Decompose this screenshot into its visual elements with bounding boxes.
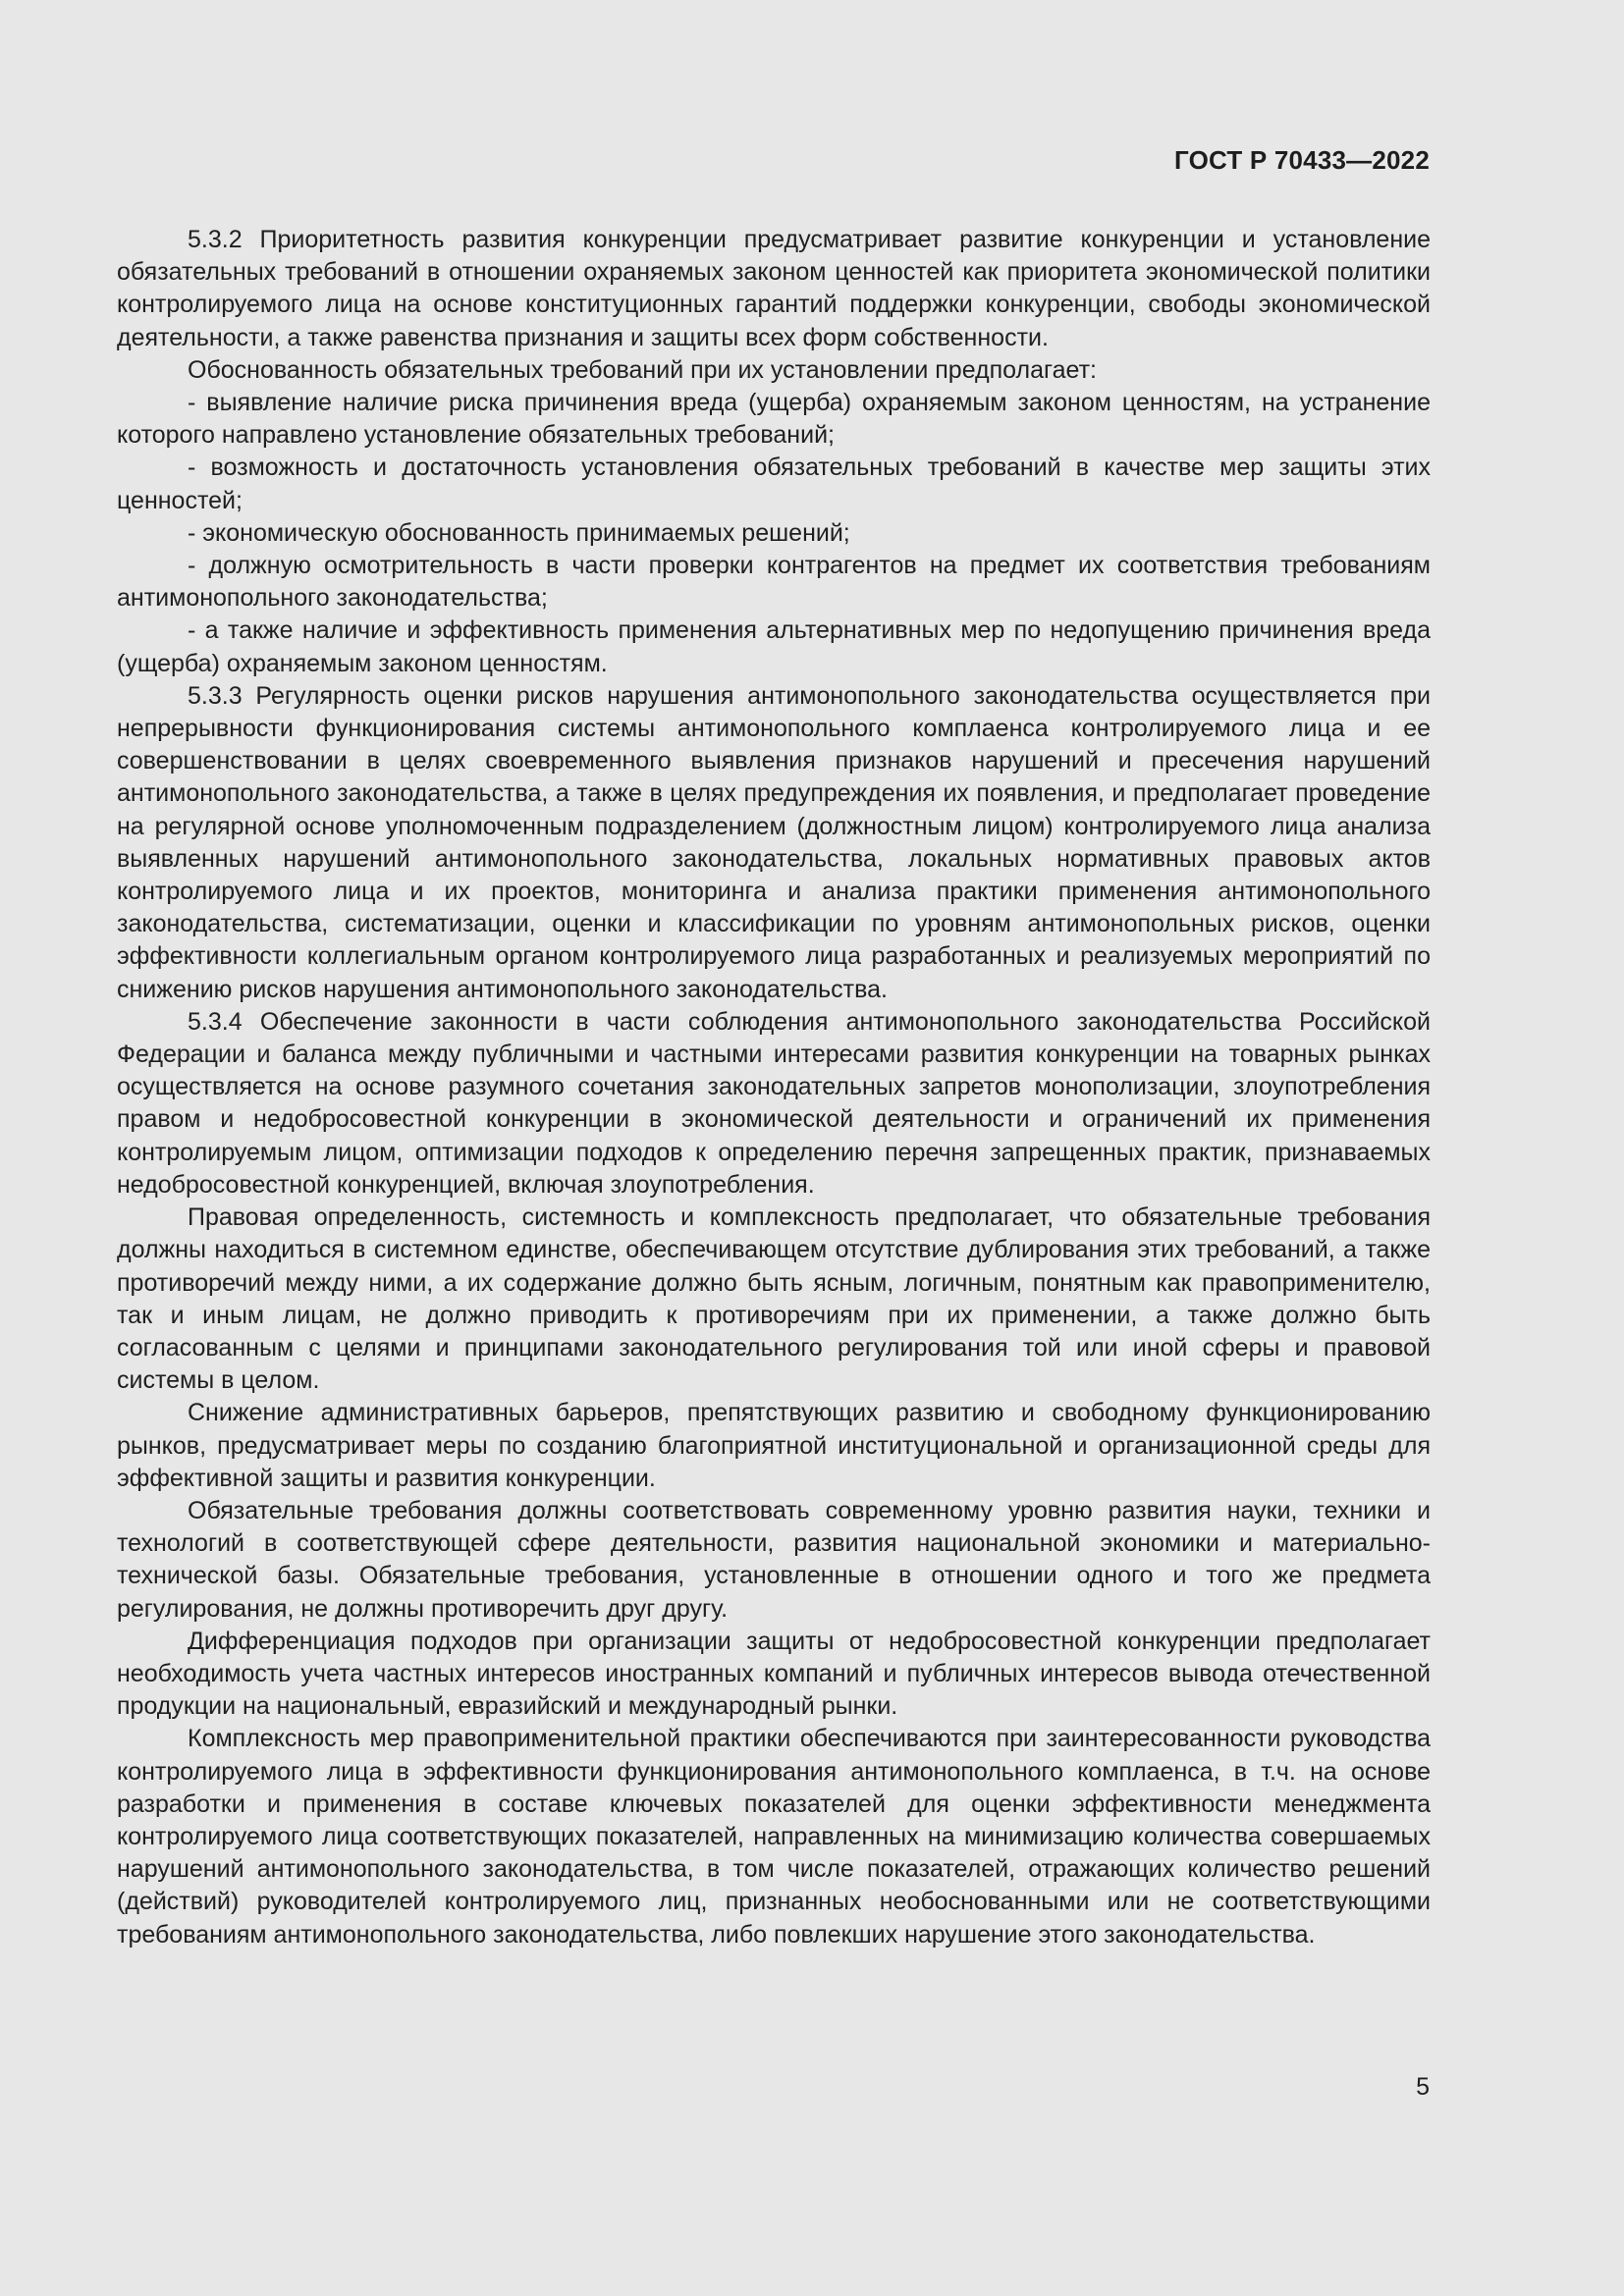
standard-code-header: ГОСТ Р 70433—2022 <box>1174 145 1430 175</box>
list-item-diligence: - должную осмотрительность в части проверки контрагентов на предмет их соответствия требованиям антимонопольного законодательства; <box>117 552 1431 613</box>
list-item-alternatives: - а также наличие и эффективность применения альтернативных мер по недопущению причинения вреда (ущерба) охраняемым законом ценностям. <box>117 616 1431 677</box>
paragraph-complexity: Комплексность мер правоприменительной практики обеспечиваются при заинтересованности руководства контролируемого лица в эффективности функционирования антимонопольного комплаенса, в т.ч. на основе разработки и применения в составе ключевых показателей для оценки эффективности менеджмента контролируемого лица соответствующих показателей, направленных на минимизацию количества совершаемых нарушений антимонопольного законодательства, в том числе показателей, отражающих количество решений (действий) руководителей контролируемого лиц, признанных необоснованными или не соответствующими требованиям антимонопольного законодательства, либо повлекших нарушение этого законодательства. <box>117 1725 1431 1949</box>
paragraph-differentiation: Дифференциация подходов при организации защиты от недобросовестной конкуренции предполагает необходимость учета частных интересов иностранных компаний и публичных интересов вывода отечественной продукции на национальный, евразийский и международный рынки. <box>117 1627 1431 1721</box>
paragraph-5-3-4: 5.3.4 Обеспечение законности в части соблюдения антимонопольного законодательства Российской Федерации и баланса между публичными и частными интересами развития конкуренции на товарных рынках осуществляется на основе разумного сочетания законодательных запретов монополизации, злоупотребления правом и недобросовестной конкуренции в экономической деятельности и ограничений их применения контролируемым лицом, оптимизации подходов к определению перечня запрещенных практик, признаваемых недобросовестной конкуренцией, включая злоупотребления. <box>117 1007 1431 1199</box>
paragraph-modern-level: Обязательные требования должны соответствовать современному уровню развития науки, техники и технологий в соответствующей сфере деятельности, развития национальной экономики и материально-технической базы. Обязательные требования, установленные в отношении одного и того же предмета регулирования, не должны противоречить друг другу. <box>117 1496 1431 1623</box>
list-item-risk: - выявление наличие риска причинения вреда (ущерба) охраняемым законом ценностям, на устранение которого направлено установление обязательных требований; <box>117 389 1431 450</box>
paragraph-requirements-intro: Обоснованность обязательных требований при их установлении предполагает: <box>188 355 1097 384</box>
paragraph-5-3-3: 5.3.3 Регулярность оценки рисков нарушения антимонопольного законодательства осуществляется при непрерывности функционирования системы антимонопольного комплаенса контролируемого лица и ее совершенствовании в целях своевременного выявления признаков нарушений и пресечения нарушений антимонопольного законодательства, а также в целях предупреждения их появления, и предполагает проведение на регулярной основе уполномоченным подразделением (должностным лицом) контролируемого лица анализа выявленных нарушений антимонопольного законодательства, локальных нормативных правовых актов контролируемого лица и их проектов, мониторинга и анализа практики применения антимонопольного законодательства, систематизации, оценки и классификации по уровням антимонопольных рисков, оценки эффективности коллегиальным органом контролируемого лица разработанных и реализуемых мероприятий по снижению рисков нарушения антимонопольного законодательства. <box>117 681 1431 1003</box>
paragraph-legal-certainty: Правовая определенность, системность и комплексность предполагает, что обязательные требования должны находиться в системном единстве, обеспечивающем отсутствие дублирования этих требований, а также противоречий между ними, а их содержание должно быть ясным, логичным, понятным как правоприменителю, так и иным лицам, не должно приводить к противоречиям при их применении, а также должно быть согласованным с целями и принципами законодательного регулирования той или иной сферы и правовой системы в целом. <box>117 1203 1431 1395</box>
list-item-economic: - экономическую обоснованность принимаемых решений; <box>188 518 850 547</box>
list-item-sufficiency: - возможность и достаточность установления обязательных требований в качестве мер защиты этих ценностей; <box>117 454 1431 514</box>
document-body <box>117 224 1431 1951</box>
paragraph-barriers: Снижение административных барьеров, препятствующих развитию и свободному функционированию рынков, предусматривает меры по созданию благоприятной институциональной и организационной среды для эффективной защиты и развития конкуренции. <box>117 1399 1431 1492</box>
paragraph-5-3-2: 5.3.2 Приоритетность развития конкуренции предусматривает развитие конкуренции и установление обязательных требований в отношении охраняемых законом ценностей как приоритета экономической политики контролируемого лица на основе конституционных гарантий поддержки конкуренции, свободы экономической деятельности, а также равенства признания и защиты всех форм собственности. <box>117 226 1431 351</box>
page-number: 5 <box>1416 2073 1430 2101</box>
